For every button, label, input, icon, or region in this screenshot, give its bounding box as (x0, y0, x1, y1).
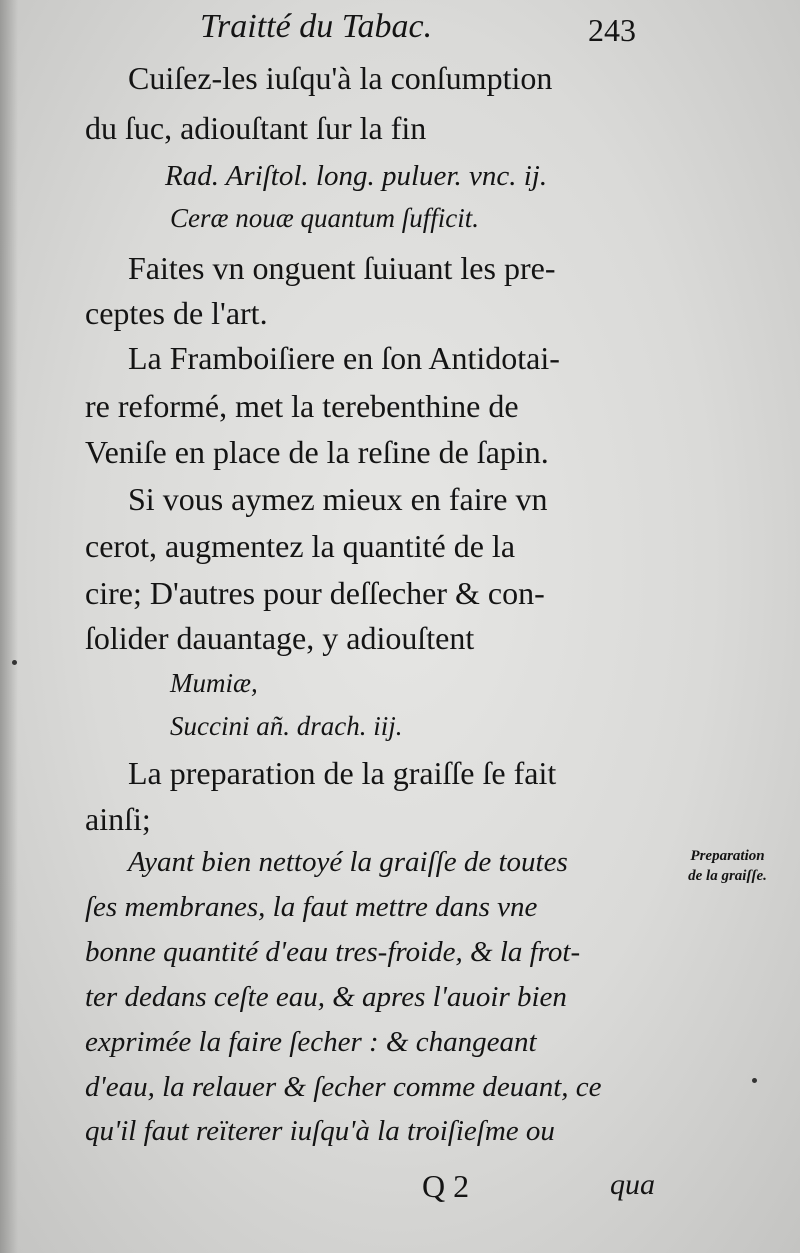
text-line: ceptes de l'art. (85, 295, 268, 331)
text-line: Cuiſez-les iuſqu'à la conſumption (128, 60, 553, 96)
page-number: 243 (588, 12, 636, 48)
margin-note (665, 846, 790, 887)
text-line: La Framboiſiere en ſon Antidotai- (128, 340, 560, 376)
italic-text-line: bonne quantité d'eau tres-froide, & la frot- (85, 936, 581, 968)
text-line: du ſuc, adiouſtant ſur la fin (85, 110, 427, 146)
recipe-line: Ceræ nouæ quantum ſufficit. (170, 203, 480, 233)
margin-note-line: Preparation (690, 848, 765, 864)
text-line: La preparation de la graiſſe ſe fait (128, 755, 557, 791)
italic-text-line: ſes membranes, la faut mettre dans vne (85, 891, 538, 923)
text-line: Si vous aymez mieux en faire vn (128, 481, 548, 517)
italic-text-line: qu'il faut reïterer iuſqu'à la troiſieſme ou (85, 1115, 555, 1147)
italic-text-line: exprimée la faire ſecher : & changeant (85, 1026, 537, 1058)
signature-mark: Q 2 (422, 1168, 470, 1204)
ink-speck (12, 660, 17, 665)
italic-text-line: Ayant bien nettoyé la graiſſe de toutes (128, 846, 568, 878)
ink-speck (752, 1078, 757, 1083)
margin-note-line: de la graiſſe. (688, 868, 767, 885)
italic-text-line: ter dedans ceſte eau, & apres l'auoir bien (85, 981, 567, 1013)
italic-text-line: d'eau, la relauer & ſecher comme deuant, ce (85, 1071, 602, 1103)
text-line: ſolider dauantage, y adiouſtent (85, 620, 475, 656)
text-line: cire; D'autres pour deſſecher & con- (85, 575, 545, 611)
text-line: Veniſe en place de la reſine de ſapin. (85, 434, 549, 470)
text-line: re reformé, met la terebenthine de (85, 388, 519, 424)
text-line: Faites vn onguent ſuiuant les pre- (128, 250, 556, 286)
recipe-line: Rad. Ariſtol. long. puluer. vnc. ij. (165, 160, 548, 192)
text-line: ainſi; (85, 801, 151, 837)
catchword: qua (610, 1168, 655, 1201)
recipe-line: Mumiæ, (170, 668, 258, 698)
recipe-line: Succini añ. drach. iij. (170, 711, 403, 741)
text-line: cerot, augmentez la quantité de la (85, 528, 516, 564)
running-title: Traitté du Tabac. (200, 8, 433, 45)
page-spine-shadow (0, 0, 18, 1253)
